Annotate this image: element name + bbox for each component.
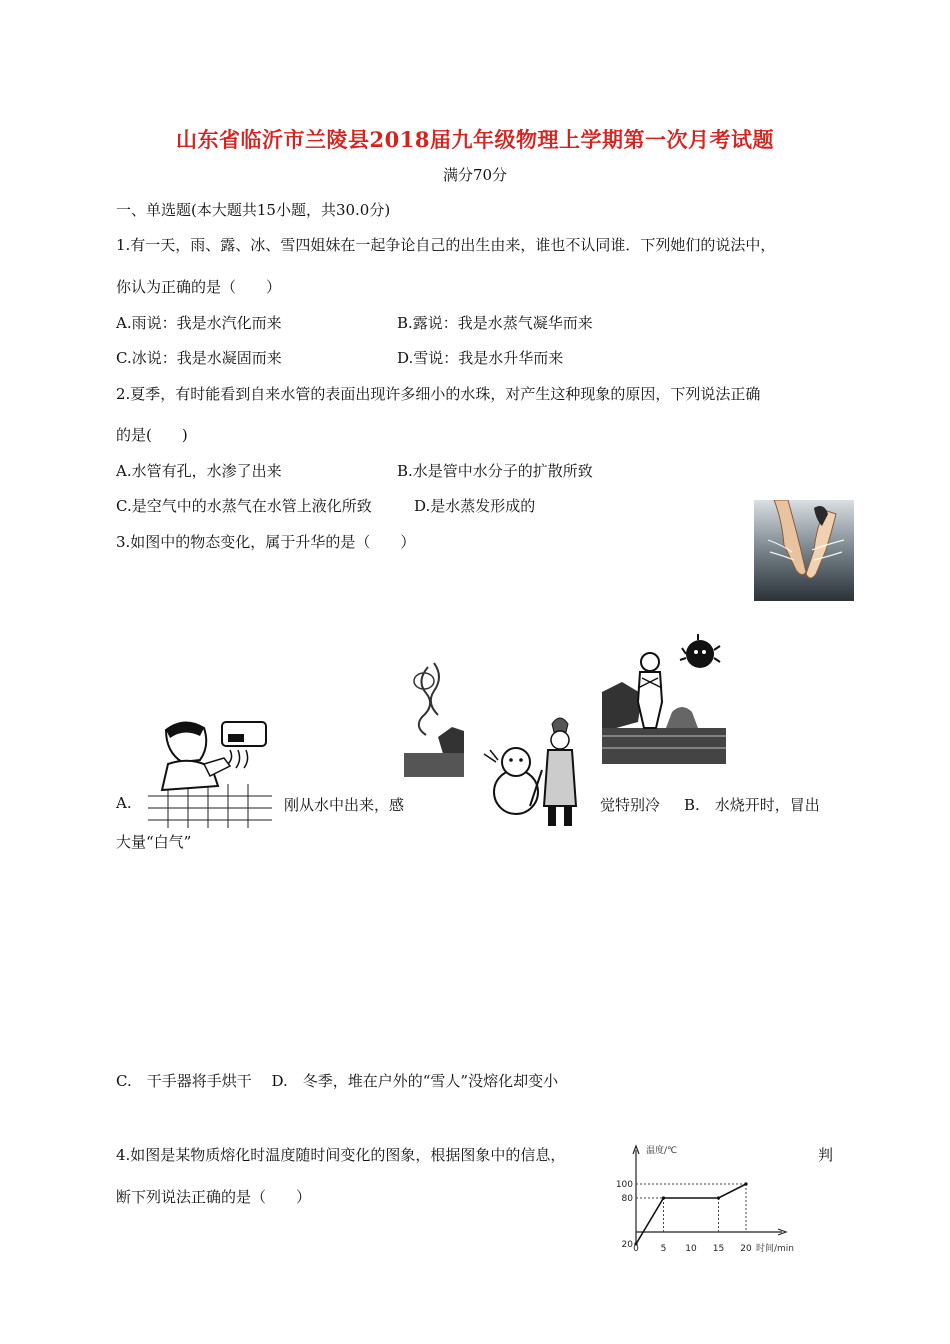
section-heading: 一、单选题(本大题共15小题，共30.0分)	[116, 201, 391, 219]
question-1-option-b: B.露说：我是水蒸气凝华而来	[397, 314, 593, 332]
question-3-option-a-label: A.	[116, 794, 132, 812]
x-tick-label: 15	[712, 1244, 725, 1254]
hand-dryer-image	[148, 716, 272, 828]
data-point	[662, 1196, 665, 1199]
question-4-stem-end: 判	[818, 1146, 834, 1164]
question-3-options-c-d: C. 干手器将手烘干 D. 冬季，堆在户外的“雪人”没熔化却变小	[116, 1072, 559, 1090]
question-3-option-b: B. 水烧开时，冒出	[684, 796, 820, 814]
question-1-option-d: D.雪说：我是水升华而来	[397, 349, 564, 367]
data-point	[717, 1196, 720, 1199]
full-score: 满分70分	[442, 166, 508, 184]
melting-curve-chart	[606, 1140, 810, 1262]
question-2-option-b: B.水是管中水分子的扩散所致	[397, 462, 593, 480]
question-1-option-c: C.冰说：我是水凝固而来	[116, 349, 282, 367]
x-axis-label: 时间/min	[756, 1244, 795, 1254]
kettle-steam-image	[404, 657, 464, 777]
x-tick-label: 20	[740, 1244, 752, 1254]
question-2-option-d: D.是水蒸发形成的	[414, 497, 536, 515]
swimmer-image	[602, 632, 726, 764]
x-tick-label: 0	[633, 1244, 639, 1254]
data-point	[744, 1182, 747, 1185]
question-2-stem: 2.夏季，有时能看到自来水管的表面出现许多细小的水珠，对产生这种现象的原因，下列说法正确	[116, 385, 761, 403]
question-2-option-c: C.是空气中的水蒸气在水管上液化所致	[116, 497, 372, 515]
page-title: 山东省临沂市兰陵县2018届九年级物理上学期第一次月考试题	[176, 127, 774, 152]
x-tick-label: 10	[685, 1244, 697, 1254]
question-1-option-a: A.雨说：我是水汽化而来	[116, 314, 282, 332]
question-1-stem: 1.有一天，雨、露、冰、雪四姐妹在一起争论自己的出生由来，谁也不认同谁．下列她们的说法中，	[116, 236, 776, 254]
y-tick-label: 100	[615, 1180, 633, 1190]
hands-water-image	[754, 500, 854, 601]
question-3-option-a-text-end: 觉特别冷	[600, 796, 661, 814]
question-3-option-b-cont: 大量“白气”	[116, 833, 192, 851]
question-2-option-a: A.水管有孔，水渗了出来	[116, 462, 282, 480]
question-2-stem-cont: 的是( )	[116, 426, 188, 444]
snowman-image	[464, 710, 588, 830]
question-4-stem-cont: 断下列说法正确的是（ ）	[116, 1188, 312, 1206]
question-1-stem-cont: 你认为正确的是（ ）	[116, 278, 282, 296]
y-tick-label: 80	[621, 1194, 633, 1204]
y-axis-label: 温度/℃	[646, 1146, 678, 1156]
question-3-option-a-text: 刚从水中出来，感	[284, 796, 405, 814]
melting-curve-line	[636, 1184, 746, 1244]
question-4-stem: 4.如图是某物质熔化时温度随时间变化的图象，根据图象中的信息，	[116, 1146, 566, 1164]
question-3-stem: 3.如图中的物态变化，属于升华的是（ ）	[116, 533, 416, 551]
y-tick-label: 20	[621, 1240, 633, 1250]
x-tick-label: 5	[660, 1244, 667, 1254]
